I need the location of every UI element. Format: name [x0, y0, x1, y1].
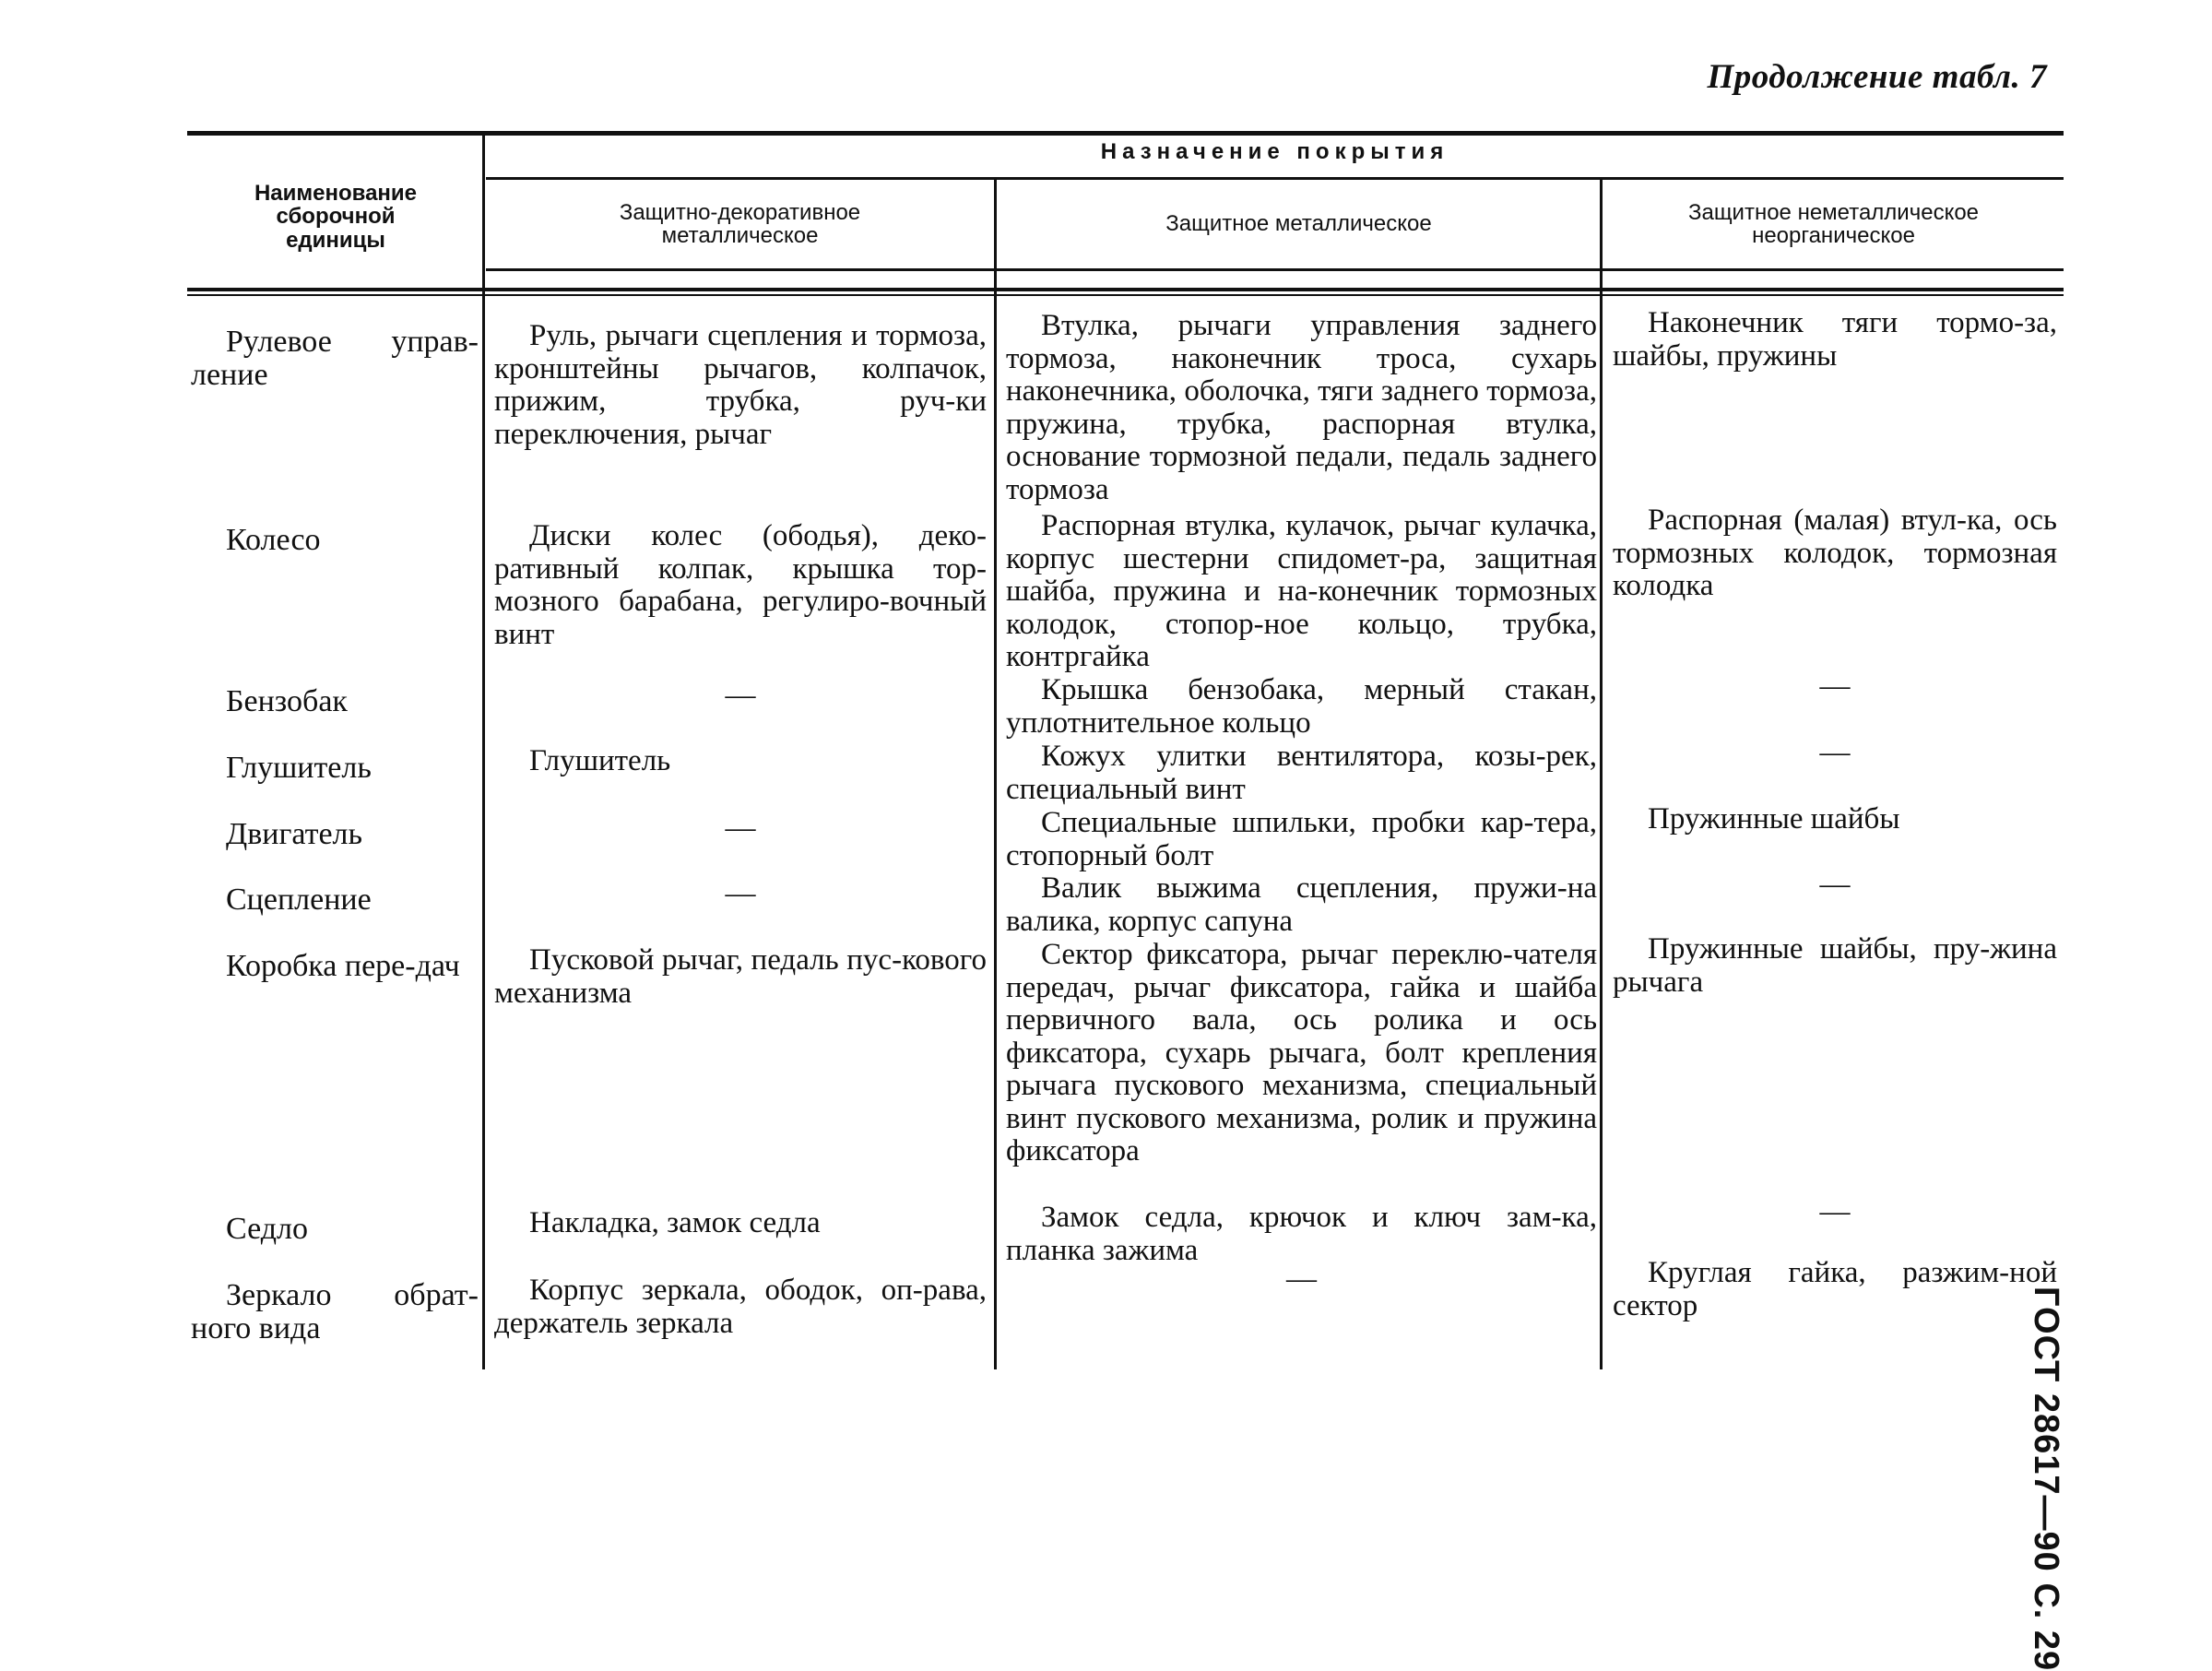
standard-page-number: ГОСТ 28617—90 С. 29	[2027, 1286, 2065, 1671]
table-cell-nonmetal: Пружинные шайбы, пру-жина рычага	[1613, 932, 2057, 999]
table-cell-nonmetal: —	[1819, 868, 1851, 901]
table-cell-nonmetal: —	[1819, 736, 1851, 769]
table-cell-decorative: —	[725, 679, 756, 712]
header-protective-metal: Защитное металлическое	[1165, 211, 1432, 237]
header-separator-rule-inner	[187, 294, 2064, 296]
table-cell-decorative: Руль, рычаги сцепления и тормоза, кронштейны рычагов, колпачок, прижим, трубка, руч-ки переключения, рычаг	[494, 319, 987, 451]
header-bottom-rule	[486, 268, 2064, 271]
table-cell-metal: Распорная втулка, кулачок, рычаг кулачка, корпус шестерни спидомет-ра, защитная шайба, пружина и на-конечник тормозных колодок, стопор-ное кольцо, трубка, контргайка	[1006, 509, 1597, 673]
table-cell-nonmetal: —	[1819, 1195, 1851, 1228]
table-row-name: Глушитель	[226, 751, 372, 785]
table-row-name: Седло	[226, 1212, 309, 1246]
table-row-name: Бензобак	[226, 684, 348, 718]
table-cell-nonmetal: Наконечник тяги тормо-за, шайбы, пружины	[1613, 306, 2057, 373]
table-cell-metal: Крышка бензобака, мерный стакан, уплотнительное кольцо	[1006, 673, 1597, 740]
table-cell-metal: Валик выжима сцепления, пружи-на валика, корпус сапуна	[1006, 871, 1597, 938]
table-cell-nonmetal: Пружинные шайбы	[1648, 802, 1900, 836]
header-assembly-unit: Наименование сборочной единицы	[254, 181, 418, 253]
table-cell-metal: Замок седла, крючок и ключ зам-ка, планка зажима	[1006, 1201, 1597, 1267]
header-protective-decorative: Защитно-декоративное металлическое	[619, 199, 861, 248]
table-cell-metal: Сектор фиксатора, рычаг переклю-чателя передач, рычаг фиксатора, гайка и шайба первичного вала, ось ролика и ось фиксатора, сухарь рычага, болт крепления рычага пускового механизма, специальный винт пускового механизма, ролик и пружина фиксатора	[1006, 938, 1597, 1167]
table-cell-decorative: Глушитель	[529, 744, 671, 777]
table-cell-metal: Втулка, рычаги управления заднего тормоза, наконечник троса, сухарь наконечника, оболочка, тяги заднего тормоза, пружина, трубка, распорная втулка, основание тормозной педали, педаль заднего тормоза	[1006, 309, 1597, 506]
column-divider-1	[482, 134, 485, 1369]
table-row-name: Коробка пере-дач	[226, 949, 460, 983]
table-row-name: Двигатель	[226, 817, 363, 851]
column-divider-3	[1600, 178, 1603, 1369]
table-cell-nonmetal: —	[1819, 670, 1851, 703]
table-cell-decorative: —	[725, 877, 756, 910]
header-separator-rule	[187, 288, 2064, 291]
table-row-name: Зеркало обрат-ного вида	[191, 1278, 479, 1345]
table-cell-decorative: Корпус зеркала, ободок, оп-рава, держатель зеркала	[494, 1274, 987, 1340]
table-cell-decorative: Пусковой рычаг, педаль пус-кового механизма	[494, 943, 987, 1010]
table-cell-decorative: —	[725, 812, 756, 845]
table-row-name: Сцепление	[226, 883, 372, 917]
table-row-name: Рулевое управ-ление	[191, 325, 479, 392]
header-group-rule	[486, 177, 2064, 180]
table-cell-nonmetal: Распорная (малая) втул-ка, ось тормозных колодок, тормозная колодка	[1613, 504, 2057, 602]
table-cell-metal: Кожух улитки вентилятора, козы-рек, специальный винт	[1006, 740, 1597, 806]
table-cell-metal: Специальные шпильки, пробки кар-тера, стопорный болт	[1006, 806, 1597, 872]
table-cell-nonmetal: Круглая гайка, разжим-ной сектор	[1613, 1256, 2057, 1322]
column-divider-2	[994, 178, 997, 1369]
header-coating-purpose: Назначение покрытия	[1100, 139, 1449, 165]
table-row-name: Колесо	[226, 523, 321, 557]
table-cell-metal: —	[1286, 1262, 1317, 1296]
table-cell-decorative: Накладка, замок седла	[529, 1206, 821, 1239]
table-cell-decorative: Диски колес (ободья), деко-ративный колпак, крышка тор-мозного барабана, регулиро-вочный винт	[494, 519, 987, 651]
table-continuation-caption: Продолжение табл. 7	[1707, 58, 2047, 96]
header-protective-nonmetal: Защитное неметаллическое неорганическое	[1687, 199, 1980, 248]
